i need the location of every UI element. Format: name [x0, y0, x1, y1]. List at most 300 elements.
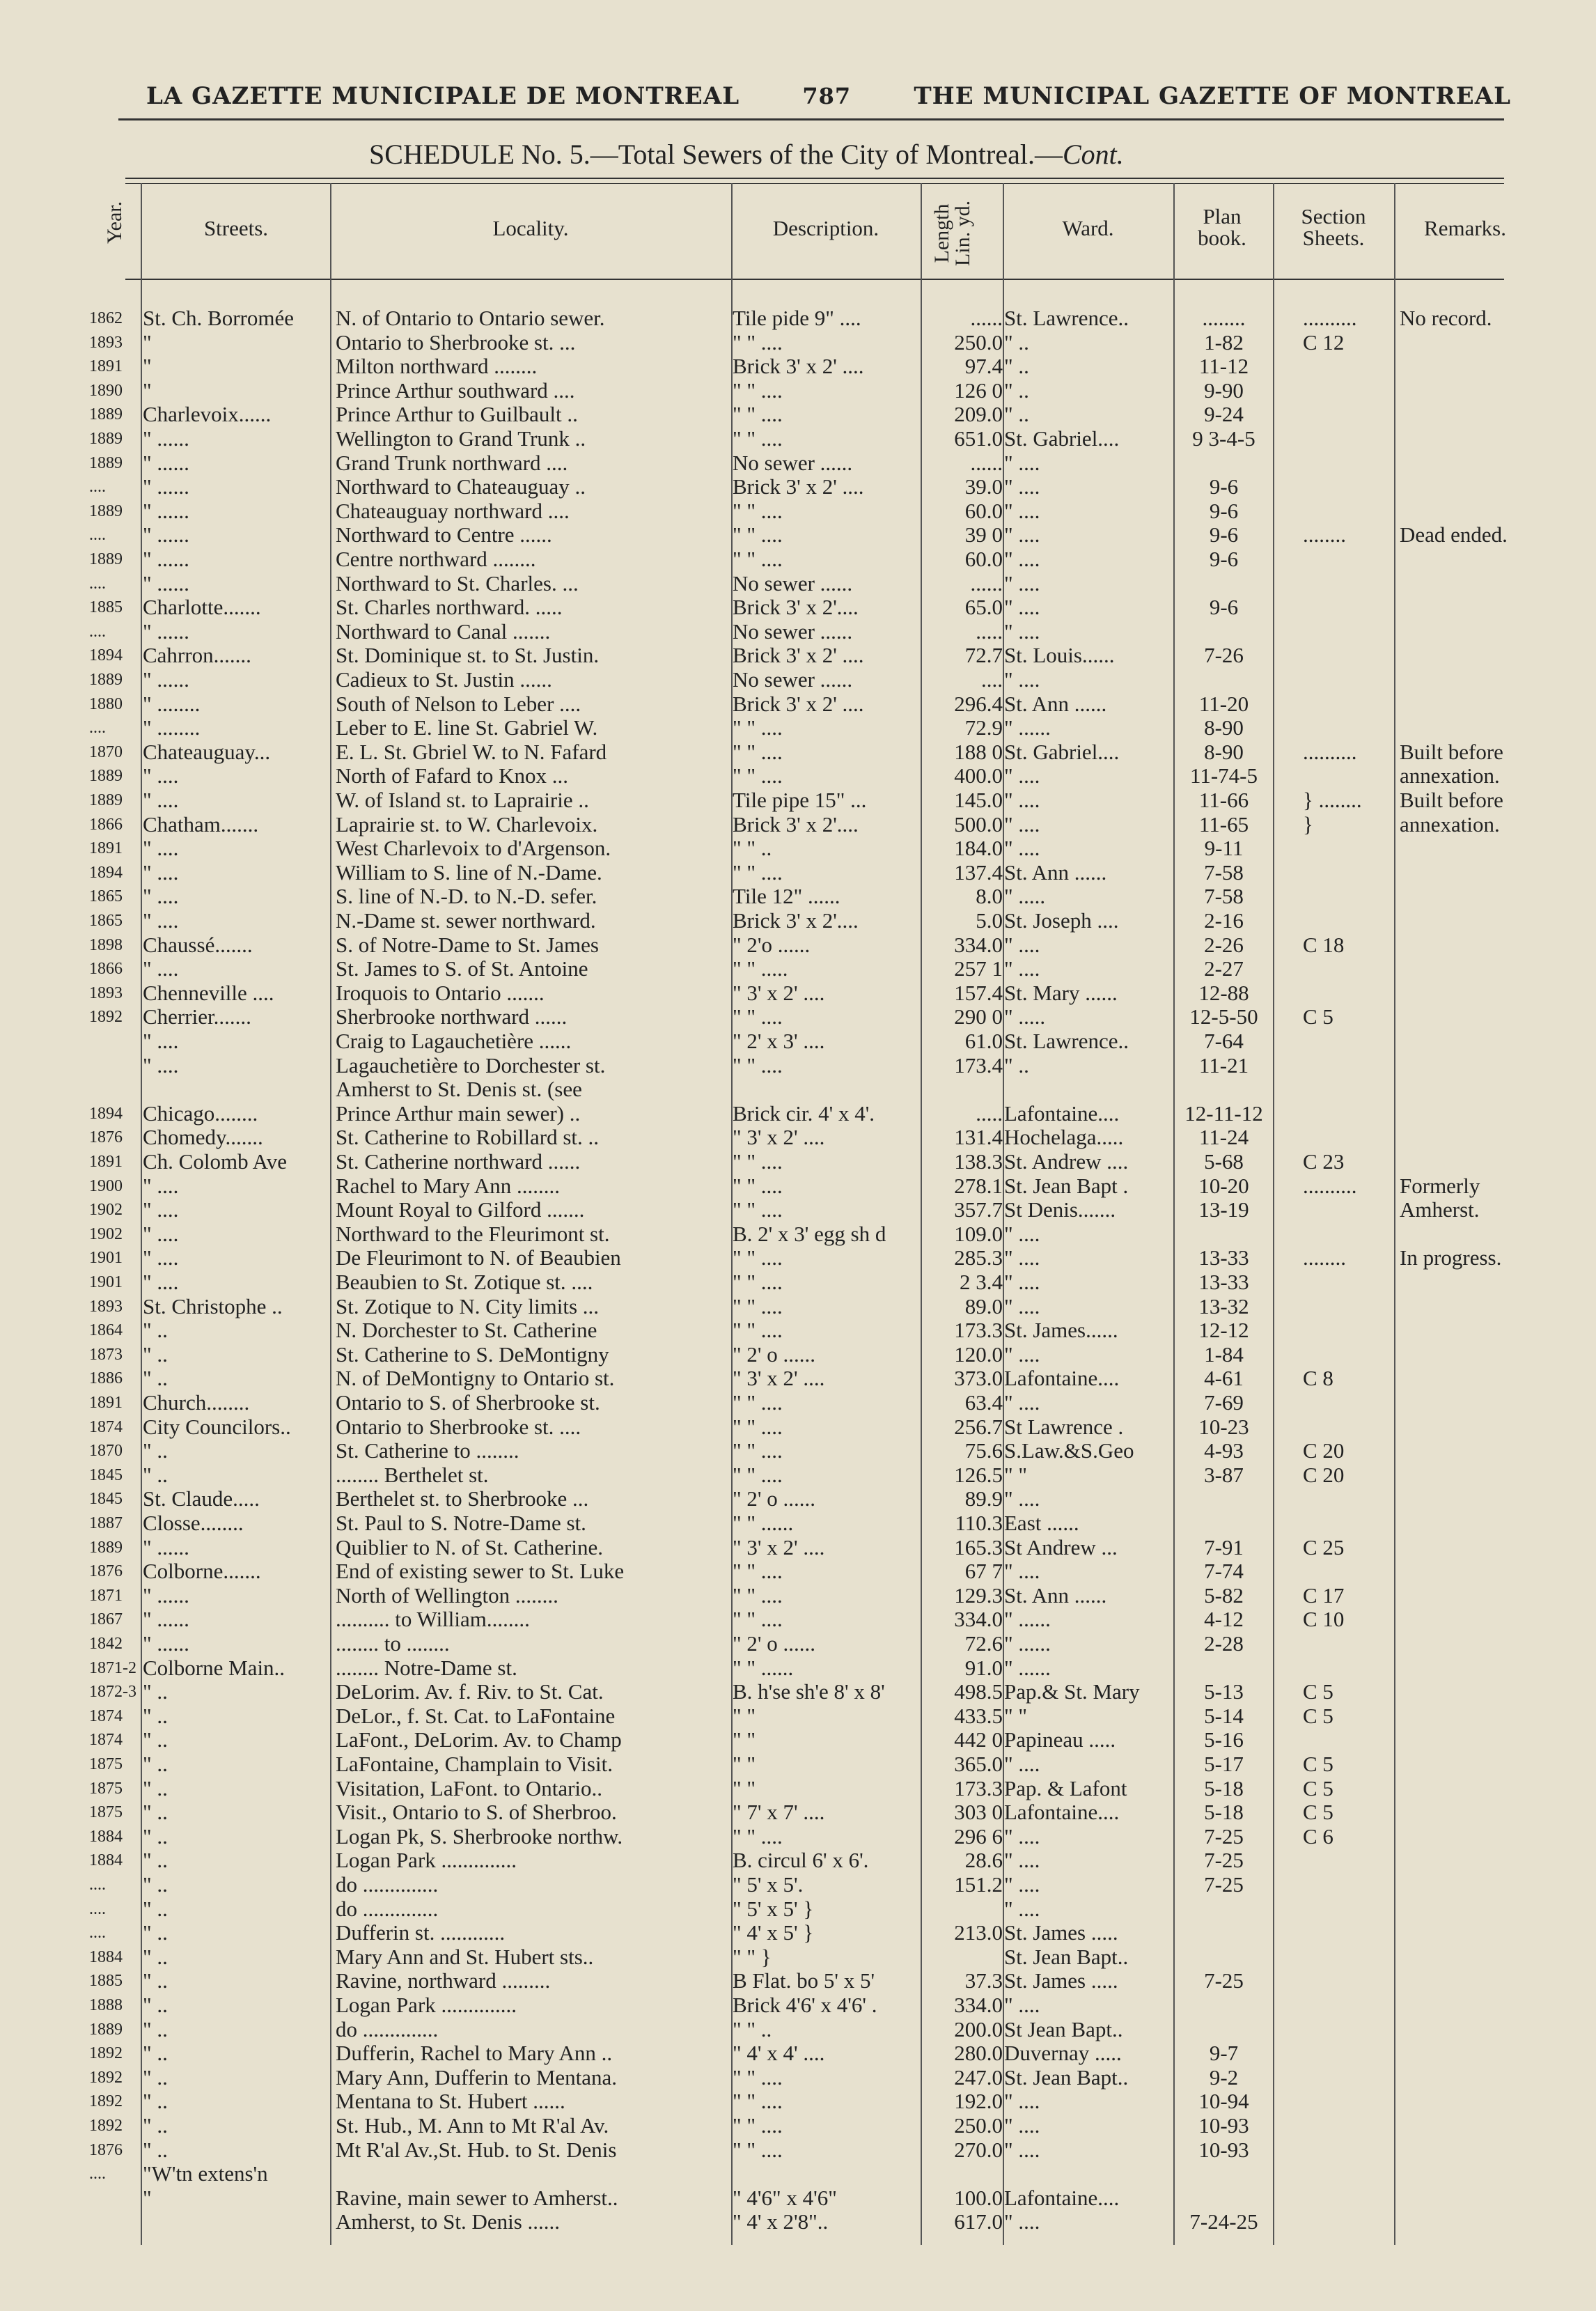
table-row	[0, 1487, 1596, 1511]
description-cell: " " }	[733, 1945, 772, 1969]
table-row	[0, 2138, 1596, 2162]
street-cell: " ........	[143, 716, 201, 740]
ward-cell: " ....	[1004, 1849, 1040, 1873]
description-cell: " " ..	[733, 837, 772, 861]
plan-cell: 7-25	[1204, 1824, 1244, 1849]
locality-cell: Mary Ann and St. Hubert sts..	[336, 1945, 594, 1969]
table-row	[0, 1608, 1596, 1631]
column-header-plan: Plan book.	[1198, 204, 1246, 250]
locality-cell: Iroquois to Ontario .......	[336, 981, 545, 1005]
table-row	[0, 1102, 1596, 1126]
locality-cell: St. Catherine northward ......	[336, 1150, 581, 1174]
street-cell: " ......	[143, 499, 189, 523]
length-cell: 192.0	[954, 2090, 1003, 2114]
street-cell: " ..	[143, 1318, 168, 1343]
ward-cell: St. Mary ......	[1004, 981, 1118, 1005]
table-row	[0, 1391, 1596, 1415]
street-cell: Ch. Colomb Ave	[143, 1150, 287, 1174]
header-english-title: THE MUNICIPAL GAZETTE OF MONTREAL	[914, 82, 1511, 110]
plan-cell: 5-17	[1204, 1752, 1244, 1776]
locality-cell: De Fleurimont to N. of Beaubien	[336, 1246, 621, 1270]
street-cell: " ..	[143, 1800, 168, 1825]
locality-cell: Logan Park ..............	[336, 1849, 517, 1873]
street-cell: " ......	[143, 619, 189, 644]
locality-cell: Mt R'al Av.,St. Hub. to St. Denis	[336, 2138, 617, 2162]
table-row	[0, 740, 1596, 764]
street-cell: " ..	[143, 1680, 168, 1704]
year-cell: 1889	[89, 671, 123, 689]
table-row	[0, 2186, 1596, 2210]
locality-cell: Prince Arthur to Guilbault ..	[336, 403, 578, 427]
ward-cell: " ....	[1004, 957, 1040, 981]
length-cell: 63.4	[964, 1391, 1003, 1415]
year-cell: ....	[89, 1924, 106, 1943]
street-cell: " ......	[143, 427, 189, 451]
ward-cell: " ....	[1004, 1993, 1040, 2017]
locality-cell: Ontario to Sherbrooke st. ....	[336, 1415, 581, 1439]
description-cell: " " ....	[733, 499, 783, 523]
table-row	[0, 379, 1596, 403]
length-cell: 303 0	[954, 1800, 1003, 1825]
locality-cell: St. Paul to S. Notre-Dame st.	[336, 1511, 586, 1535]
section-cell: C 6	[1303, 1824, 1333, 1849]
table-row	[0, 1800, 1596, 1824]
street-cell: Chateauguay...	[143, 740, 271, 764]
length-cell: 72.7	[964, 644, 1003, 668]
year-cell: 1865	[89, 912, 123, 930]
plan-cell: 9-6	[1209, 596, 1239, 620]
street-cell: " ......	[143, 1583, 189, 1608]
schedule-title-main: SCHEDULE No. 5.—Total Sewers of the City of Montreal.—	[369, 139, 1063, 170]
ward-cell: " ....	[1004, 1342, 1040, 1367]
plan-cell: 7-58	[1204, 860, 1244, 885]
length-cell: 173.4	[954, 1053, 1003, 1077]
street-cell: " ..	[143, 2017, 168, 2041]
locality-cell: N.-Dame st. sewer northward.	[336, 909, 596, 933]
column-header-section: Section Sheets.	[1301, 204, 1366, 250]
year-cell: 1871-2	[89, 1658, 136, 1677]
plan-cell: 13-33	[1198, 1246, 1249, 1270]
description-cell: " " ....	[733, 2090, 783, 2114]
ward-cell: " ....	[1004, 1873, 1040, 1897]
table-row	[0, 1511, 1596, 1535]
plan-cell: 11-20	[1198, 692, 1249, 716]
length-cell: 137.4	[954, 860, 1003, 885]
table-row	[0, 1295, 1596, 1318]
ward-cell: Lafontaine....	[1004, 1101, 1120, 1126]
column-header-year: Year.	[103, 201, 126, 244]
street-cell: " ......	[143, 475, 189, 499]
description-cell: " " ....	[733, 1053, 783, 1077]
table-row	[0, 451, 1596, 475]
street-cell: "	[143, 330, 152, 355]
plan-cell: 8-90	[1204, 740, 1244, 764]
description-cell: " " ....	[733, 1270, 783, 1294]
ward-cell: " ..	[1004, 403, 1029, 427]
description-cell: " " ......	[733, 1511, 794, 1535]
length-cell: 61.0	[964, 1029, 1003, 1053]
plan-cell: 11-12	[1198, 355, 1249, 379]
locality-cell: Rachel to Mary Ann ........	[336, 1174, 561, 1198]
description-cell: " 3' x 2' ....	[733, 981, 825, 1005]
length-cell: 145.0	[954, 788, 1003, 812]
year-cell: 1891	[89, 357, 123, 376]
length-cell: 334.0	[954, 1608, 1003, 1632]
table-row	[0, 1367, 1596, 1390]
street-cell: " ..	[143, 1921, 168, 1945]
locality-cell: LaFontaine, Champlain to Visit.	[336, 1752, 613, 1776]
plan-cell: 12-88	[1198, 981, 1249, 1005]
description-cell: " " ....	[733, 1824, 783, 1849]
year-cell: ....	[89, 622, 106, 641]
locality-cell: St. Catherine to Robillard st. ..	[336, 1126, 599, 1150]
section-cell: ........	[1303, 523, 1346, 547]
description-cell: " 2' o ......	[733, 1487, 815, 1511]
year-cell: 1889	[89, 405, 123, 424]
street-cell: " ......	[143, 1608, 189, 1632]
description-cell: No sewer ......	[733, 619, 853, 644]
table-row	[0, 1029, 1596, 1053]
street-cell: Cahrron.......	[143, 644, 251, 668]
locality-cell: Northward to Chateauguay ..	[336, 475, 586, 499]
ward-cell: " ....	[1004, 1294, 1040, 1318]
year-cell: 1893	[89, 1297, 123, 1316]
length-cell: 247.0	[954, 2065, 1003, 2090]
plan-cell: 9-90	[1204, 378, 1244, 403]
year-cell: 1876	[89, 1128, 123, 1147]
description-cell: " 2' x 3' ....	[733, 1029, 825, 1053]
ward-cell: S.Law.&S.Geo	[1004, 1439, 1134, 1463]
table-row	[0, 1680, 1596, 1704]
year-cell: 1867	[89, 1610, 123, 1629]
length-cell: 257 1	[954, 957, 1003, 981]
plan-cell: 7-24-25	[1189, 2210, 1258, 2234]
locality-cell: ........ to ........	[336, 1632, 450, 1656]
table-row	[0, 909, 1596, 933]
header-rule	[118, 118, 1504, 120]
length-cell: 296.4	[954, 692, 1003, 716]
year-cell: 1884	[89, 1947, 123, 1966]
table-row	[0, 1174, 1596, 1198]
description-cell: " " .....	[733, 957, 788, 981]
street-cell: " ......	[143, 668, 189, 692]
plan-cell: 10-93	[1198, 2114, 1249, 2138]
table-row	[0, 1897, 1596, 1921]
table-row	[0, 1704, 1596, 1728]
year-cell: 1872-3	[89, 1683, 136, 1702]
description-cell: " 2'o ......	[733, 933, 811, 957]
year-cell: 1902	[89, 1201, 123, 1220]
street-cell: " ..	[143, 2065, 168, 2090]
locality-cell: Visitation, LaFont. to Ontario..	[336, 1776, 603, 1800]
remarks-cell: annexation.	[1400, 764, 1500, 788]
ward-cell: " ....	[1004, 2210, 1040, 2234]
table-row	[0, 2090, 1596, 2113]
locality-cell: S. of Notre-Dame to St. James	[336, 933, 599, 957]
length-cell: 188 0	[954, 740, 1003, 764]
table-top-rule	[125, 178, 1504, 179]
street-cell: " ....	[143, 1222, 179, 1246]
description-cell: " " ....	[733, 1439, 783, 1463]
plan-cell: 1-82	[1204, 330, 1244, 355]
locality-cell: St. Catherine to S. DeMontigny	[336, 1342, 609, 1367]
ward-cell: " ......	[1004, 1608, 1051, 1632]
year-cell: 1892	[89, 2068, 123, 2087]
length-cell: 39 0	[964, 523, 1003, 547]
locality-cell: Beaubien to St. Zotique st. ....	[336, 1270, 593, 1294]
length-cell: 357.7	[954, 1198, 1003, 1222]
street-cell: Chomedy.......	[143, 1126, 263, 1150]
table-row	[0, 596, 1596, 619]
ward-cell: " .....	[1004, 1005, 1046, 1029]
locality-cell: Prince Arthur southward ....	[336, 378, 575, 403]
description-cell: " " ....	[733, 1294, 783, 1318]
plan-cell: ........	[1202, 306, 1246, 330]
table-row	[0, 837, 1596, 860]
ward-cell: St. Lawrence..	[1004, 306, 1129, 330]
locality-cell: Mentana to St. Hubert ......	[336, 2090, 565, 2114]
plan-cell: 9-7	[1209, 2041, 1239, 2066]
year-cell: 1889	[89, 2020, 123, 2039]
description-cell: " 4' x 5' }	[733, 1921, 814, 1945]
street-cell: " ..	[143, 1993, 168, 2017]
street-cell: Closse........	[143, 1511, 244, 1535]
length-cell: 200.0	[954, 2017, 1003, 2041]
description-cell: Brick 3' x 2' ....	[733, 644, 864, 668]
year-cell: 1891	[89, 1394, 123, 1412]
description-cell: Brick 3' x 2' ....	[733, 355, 864, 379]
table-row	[0, 1246, 1596, 1270]
description-cell: B. circul 6' x 6'.	[733, 1849, 869, 1873]
year-cell: 1874	[89, 1731, 123, 1750]
year-cell: 1889	[89, 791, 123, 809]
description-cell: " " ....	[733, 1608, 783, 1632]
length-cell: 129.3	[954, 1583, 1003, 1608]
description-cell: " " ....	[733, 403, 783, 427]
section-cell: ........	[1303, 1246, 1346, 1270]
section-cell: C 18	[1303, 933, 1345, 957]
description-cell: " " ....	[733, 764, 783, 788]
street-cell: " ....	[143, 788, 179, 812]
table-row	[0, 813, 1596, 837]
locality-cell: DeLorim. Av. f. Riv. to St. Cat.	[336, 1680, 604, 1704]
schedule-title	[369, 138, 1124, 171]
locality-cell: St. James to S. of St. Antoine	[336, 957, 588, 981]
locality-cell: Leber to E. line St. Gabriel W.	[336, 716, 598, 740]
plan-cell: 12-12	[1198, 1318, 1249, 1343]
ward-cell: Lafontaine....	[1004, 1367, 1120, 1391]
table-row	[0, 1415, 1596, 1439]
locality-cell: W. of Island st. to Laprairie ..	[336, 788, 589, 812]
description-cell: Brick 3' x 2'....	[733, 812, 859, 837]
length-cell: 91.0	[964, 1656, 1003, 1680]
ward-cell: Duvernay .....	[1004, 2041, 1122, 2066]
length-cell: 290 0	[954, 1005, 1003, 1029]
street-cell: Charlevoix......	[143, 403, 272, 427]
locality-cell: End of existing sewer to St. Luke	[336, 1559, 625, 1584]
ward-cell: " ....	[1004, 1897, 1040, 1921]
length-cell: 651.0	[954, 427, 1003, 451]
table-row	[0, 1005, 1596, 1029]
length-cell: 120.0	[954, 1342, 1003, 1367]
description-cell: B Flat. bo 5' x 5'	[733, 1969, 875, 1993]
length-cell: 151.2	[954, 1873, 1003, 1897]
plan-cell: 5-13	[1204, 1680, 1244, 1704]
description-cell: Brick 3' x 2'....	[733, 596, 859, 620]
plan-cell: 7-25	[1204, 1849, 1244, 1873]
plan-cell: 7-58	[1204, 885, 1244, 909]
street-cell: " ....	[143, 1029, 179, 1053]
table-row	[0, 716, 1596, 740]
street-cell: " ..	[143, 2090, 168, 2114]
year-cell: 1870	[89, 742, 123, 761]
table-row	[0, 1343, 1596, 1367]
street-cell: " ....	[143, 764, 179, 788]
year-cell: 1889	[89, 1538, 123, 1557]
table-header-rule	[125, 279, 1504, 280]
table-row	[0, 1463, 1596, 1487]
table-row	[0, 1126, 1596, 1149]
ward-cell: Pap. & Lafont	[1004, 1776, 1127, 1800]
table-row	[0, 1728, 1596, 1752]
year-cell: 1870	[89, 1442, 123, 1461]
street-cell: " ..	[143, 2138, 168, 2162]
section-cell: C 12	[1303, 330, 1345, 355]
plan-cell: 7-74	[1204, 1559, 1244, 1584]
year-cell: 1874	[89, 1706, 123, 1725]
length-cell: 75.6	[964, 1439, 1003, 1463]
year-cell: 1900	[89, 1176, 123, 1195]
table-row	[0, 403, 1596, 426]
locality-cell: Northward to Centre ......	[336, 523, 552, 547]
locality-cell: Sherbrooke northward ......	[336, 1005, 568, 1029]
ward-cell: " .....	[1004, 885, 1046, 909]
length-cell: 67 7	[964, 1559, 1003, 1584]
street-cell: Church........	[143, 1391, 250, 1415]
locality-cell: Amherst, to St. Denis ......	[336, 2210, 561, 2234]
locality-cell: South of Nelson to Leber ....	[336, 692, 581, 716]
section-cell: C 5	[1303, 1752, 1333, 1776]
street-cell: " ......	[143, 1632, 189, 1656]
table-row	[0, 933, 1596, 957]
page-number: 787	[802, 83, 852, 109]
length-cell: 126 0	[954, 378, 1003, 403]
length-cell: .....	[976, 619, 1003, 644]
table-row	[0, 1536, 1596, 1559]
street-cell: " ......	[143, 547, 189, 571]
locality-cell: Dufferin, Rachel to Mary Ann ..	[336, 2041, 613, 2066]
year-cell: 1884	[89, 1851, 123, 1870]
plan-cell: 7-25	[1204, 1873, 1244, 1897]
street-cell: St. Ch. Borromée	[143, 306, 294, 330]
ward-cell: St Jean Bapt..	[1004, 2017, 1123, 2041]
description-cell: " 5' x 5' }	[733, 1897, 814, 1921]
table-row	[0, 1198, 1596, 1222]
plan-cell: 9-6	[1209, 523, 1239, 547]
section-cell: }	[1303, 812, 1313, 837]
section-cell: C 20	[1303, 1463, 1345, 1487]
year-cell: 1892	[89, 1008, 123, 1027]
year-cell: 1893	[89, 333, 123, 352]
length-cell: 28.6	[964, 1849, 1003, 1873]
year-cell: 1888	[89, 1996, 123, 2014]
ward-cell: " ......	[1004, 1632, 1051, 1656]
description-cell: " " ..	[733, 2017, 772, 2041]
ward-cell: " ....	[1004, 1559, 1040, 1584]
plan-cell: 2-27	[1204, 957, 1244, 981]
length-cell: 296 6	[954, 1824, 1003, 1849]
description-cell: Brick 4'6' x 4'6' .	[733, 1993, 877, 2017]
locality-cell: West Charlevoix to d'Argenson.	[336, 837, 611, 861]
table-row	[0, 1969, 1596, 1993]
table-row	[0, 547, 1596, 571]
street-cell: " ....	[143, 860, 179, 885]
street-cell: St. Claude.....	[143, 1487, 260, 1511]
locality-cell: N. of DeMontigny to Ontario st.	[336, 1367, 615, 1391]
table-row	[0, 1993, 1596, 2017]
column-header-remarks: Remarks.	[1424, 216, 1506, 240]
section-cell: } ........	[1303, 788, 1362, 812]
plan-cell: 1-84	[1204, 1342, 1244, 1367]
table-row	[0, 572, 1596, 596]
year-cell: 1876	[89, 1562, 123, 1581]
locality-cell: LaFont., DeLorim. Av. to Champ	[336, 1728, 622, 1752]
description-cell: Brick 3' x 2'....	[733, 909, 859, 933]
street-cell: " ..	[143, 1463, 168, 1487]
column-header-locality: Locality.	[492, 216, 569, 240]
table-row	[0, 1873, 1596, 1897]
table-row	[0, 1584, 1596, 1608]
locality-cell: Ontario to Sherbrooke st. ...	[336, 330, 576, 355]
year-cell: 1866	[89, 815, 123, 834]
locality-cell: Quiblier to N. of St. Catherine.	[336, 1535, 603, 1559]
street-cell: " ..	[143, 1704, 168, 1728]
street-cell: " ..	[143, 1824, 168, 1849]
year-cell: 1893	[89, 983, 123, 1002]
locality-cell: do ..............	[336, 1873, 439, 1897]
plan-cell: 9-24	[1204, 403, 1244, 427]
table-row	[0, 1825, 1596, 1849]
locality-cell: N. Dorchester to St. Catherine	[336, 1318, 597, 1343]
ward-cell: " ....	[1004, 837, 1040, 861]
plan-cell: 12-5-50	[1189, 1005, 1258, 1029]
plan-cell: 7-64	[1204, 1029, 1244, 1053]
street-cell: "	[143, 355, 152, 379]
ward-cell: Papineau .....	[1004, 1728, 1116, 1752]
locality-cell: Logan Pk, S. Sherbrooke northw.	[336, 1824, 623, 1849]
street-cell: Colborne Main..	[143, 1656, 285, 1680]
year-cell: ....	[89, 1876, 106, 1894]
section-cell: C 5	[1303, 1800, 1333, 1825]
length-cell: 365.0	[954, 1752, 1003, 1776]
locality-cell: Mary Ann, Dufferin to Mentana.	[336, 2065, 618, 2090]
street-cell: St. Christophe ..	[143, 1294, 283, 1318]
street-cell: " ..	[143, 1367, 168, 1391]
year-cell: ....	[89, 719, 106, 738]
year-cell: 1902	[89, 1224, 123, 1243]
length-cell: 165.3	[954, 1535, 1003, 1559]
ward-cell: East ......	[1004, 1511, 1079, 1535]
plan-cell: 4-93	[1204, 1439, 1244, 1463]
locality-cell: Amherst to St. Denis st. (see	[336, 1077, 582, 1102]
locality-cell: Berthelet st. to Sherbrooke ...	[336, 1487, 589, 1511]
table-row	[0, 981, 1596, 1005]
ward-cell: " ....	[1004, 1824, 1040, 1849]
length-cell: 65.0	[964, 596, 1003, 620]
locality-cell: Craig to Lagauchetière ......	[336, 1029, 572, 1053]
table-row	[0, 764, 1596, 788]
plan-cell: 11-24	[1198, 1126, 1249, 1150]
